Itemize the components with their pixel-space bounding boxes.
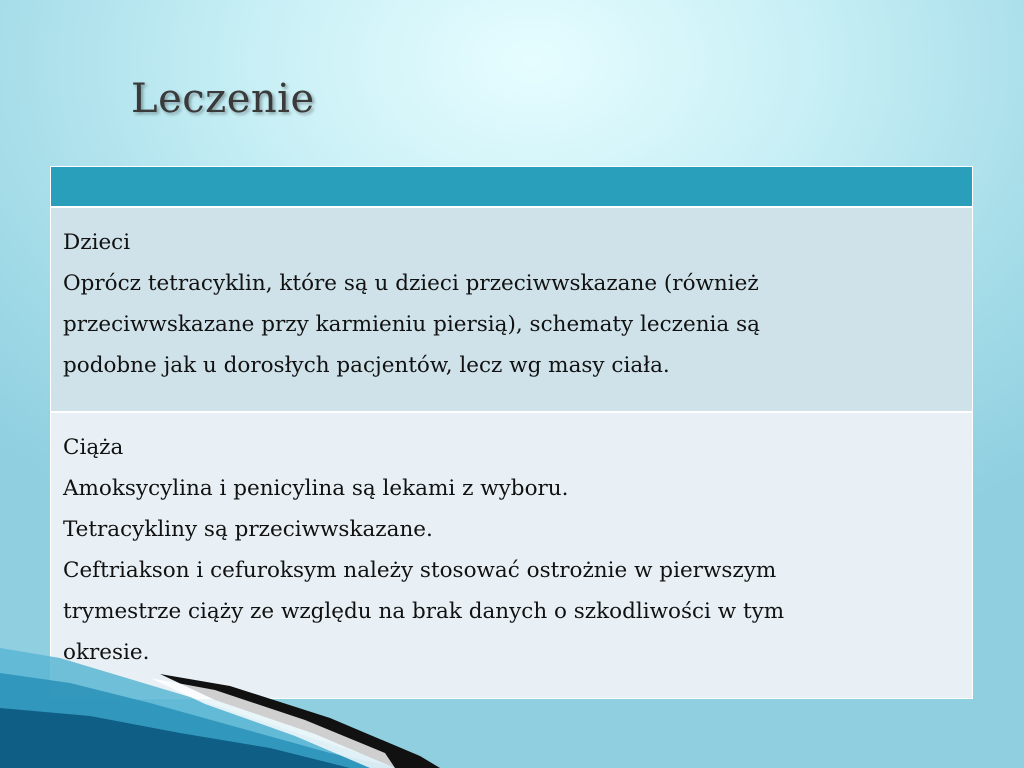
slide-title: Leczenie (131, 76, 315, 122)
corner-wave-decoration (0, 648, 440, 768)
row-text-line: trymestrze ciąży ze względu na brak danych o szkodliwości w tym (63, 599, 785, 624)
row-text-line: okresie. (63, 640, 150, 665)
row-text-line: Oprócz tetracyklin, które są u dzieci przeciwwskazane (również (63, 271, 759, 296)
row-text-line: Ceftriakson i cefuroksym należy stosować ostrożnie w pierwszym (63, 558, 777, 583)
row-text-line: Tetracykliny są przeciwwskazane. (63, 517, 433, 542)
row-text-line: przeciwwskazane przy karmieniu piersią), schematy leczenia są (63, 312, 760, 337)
table-header-row (51, 167, 972, 208)
row-heading-pregnancy: Ciąża (63, 435, 124, 460)
row-text-line: Amoksycylina i penicylina są lekami z wyboru. (63, 476, 569, 501)
row-text-line: podobne jak u dorosłych pacjentów, lecz wg masy ciała. (63, 353, 670, 378)
table-row-children (51, 208, 972, 413)
treatment-table (50, 166, 973, 699)
row-heading-children: Dzieci (63, 230, 131, 255)
